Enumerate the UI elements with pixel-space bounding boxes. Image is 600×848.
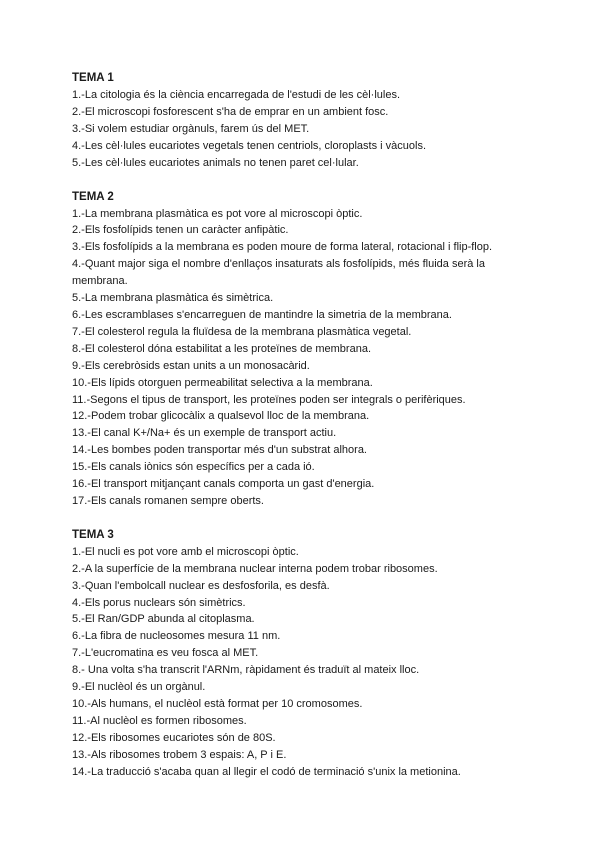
section-title: TEMA 2	[72, 190, 114, 203]
question-item: 11.-Segons el tipus de transport, les proteïnes poden ser integrals o perifèriques.	[72, 393, 466, 406]
question-item: 1.-La membrana plasmàtica es pot vore al microscopi òptic.	[72, 207, 363, 220]
question-item: 11.-Al nuclèol es formen ribosomes.	[72, 714, 247, 727]
question-item: 2.-Els fosfolípids tenen un caràcter anfipàtic.	[72, 224, 289, 237]
question-item: 8.- Una volta s'ha transcrit l'ARNm, ràpidament és traduït al mateix lloc.	[72, 664, 420, 677]
question-item: 13.-Als ribosomes trobem 3 espais: A, P i E.	[72, 748, 287, 761]
question-item: 14.-La traducció s'acaba quan al llegir el codó de terminació s'unix la metionina.	[72, 765, 461, 778]
question-item: 1.-El nucli es pot vore amb el microscopi òptic.	[72, 545, 299, 558]
section-tema-1	[72, 70, 542, 172]
section-tema-3	[72, 527, 542, 781]
question-item: 7.-L'eucromatina es veu fosca al MET.	[72, 647, 259, 660]
question-item: 17.-Els canals romanen sempre oberts.	[72, 494, 264, 507]
question-item: 10.-Els lípids otorguen permeabilitat selectiva a la membrana.	[72, 376, 373, 389]
document-page	[72, 70, 542, 781]
question-item: 4.-Els porus nuclears són simètrics.	[72, 596, 246, 609]
question-item: 2.-A la superfície de la membrana nuclear interna podem trobar ribosomes.	[72, 562, 438, 575]
question-item: 6.-La fibra de nucleosomes mesura 11 nm.	[72, 630, 281, 643]
question-item: 7.-El colesterol regula la fluïdesa de la membrana plasmàtica vegetal.	[72, 325, 412, 338]
question-item: 5.-Les cèl·lules eucariotes animals no tenen paret cel·lular.	[72, 156, 359, 169]
question-item: 12.-Els ribosomes eucariotes són de 80S.	[72, 731, 276, 744]
question-item: 5.-La membrana plasmàtica és simètrica.	[72, 292, 274, 305]
question-item: 15.-Els canals iònics són específics per a cada ió.	[72, 461, 315, 474]
question-item: 12.-Podem trobar glicocàlix a qualsevol lloc de la membrana.	[72, 410, 370, 423]
question-item: 4.-Quant major siga el nombre d'enllaços insaturats als fosfolípids, més fluida serà la membrana.	[72, 258, 485, 288]
question-item: 16.-El transport mitjançant canals comporta un gast d'energia.	[72, 478, 375, 491]
section-title: TEMA 3	[72, 528, 114, 541]
question-item: 3.-Si volem estudiar orgànuls, farem ús del MET.	[72, 122, 310, 135]
section-tema-2	[72, 189, 542, 510]
question-item: 6.-Les escramblases s'encarreguen de mantindre la simetria de la membrana.	[72, 308, 452, 321]
section-title: TEMA 1	[72, 72, 114, 84]
question-item: 8.-El colesterol dóna estabilitat a les proteïnes de membrana.	[72, 342, 371, 355]
question-item: 3.-Els fosfolípids a la membrana es poden moure de forma lateral, rotacional i flip-flop.	[72, 241, 493, 254]
question-item: 13.-El canal K+/Na+ és un exemple de transport actiu.	[72, 427, 337, 440]
question-item: 5.-El Ran/GDP abunda al citoplasma.	[72, 613, 255, 626]
question-item: 1.-La citologia és la ciència encarregada de l'estudi de les cèl·lules.	[72, 89, 401, 101]
question-item: 2.-El microscopi fosforescent s'ha de emprar en un ambient fosc.	[72, 105, 389, 118]
question-item: 9.-Els cerebròsids estan units a un monosacàrid.	[72, 359, 310, 372]
question-item: 14.-Les bombes poden transportar més d'un substrat alhora.	[72, 444, 367, 457]
question-item: 9.-El nuclèol és un orgànul.	[72, 681, 206, 694]
question-item: 4.-Les cèl·lules eucariotes vegetals tenen centriols, cloroplasts i vàcuols.	[72, 139, 427, 152]
question-item: 10.-Als humans, el nuclèol està format per 10 cromosomes.	[72, 698, 363, 710]
question-item: 3.-Quan l'embolcall nuclear es desfosforila, es desfà.	[72, 579, 330, 592]
